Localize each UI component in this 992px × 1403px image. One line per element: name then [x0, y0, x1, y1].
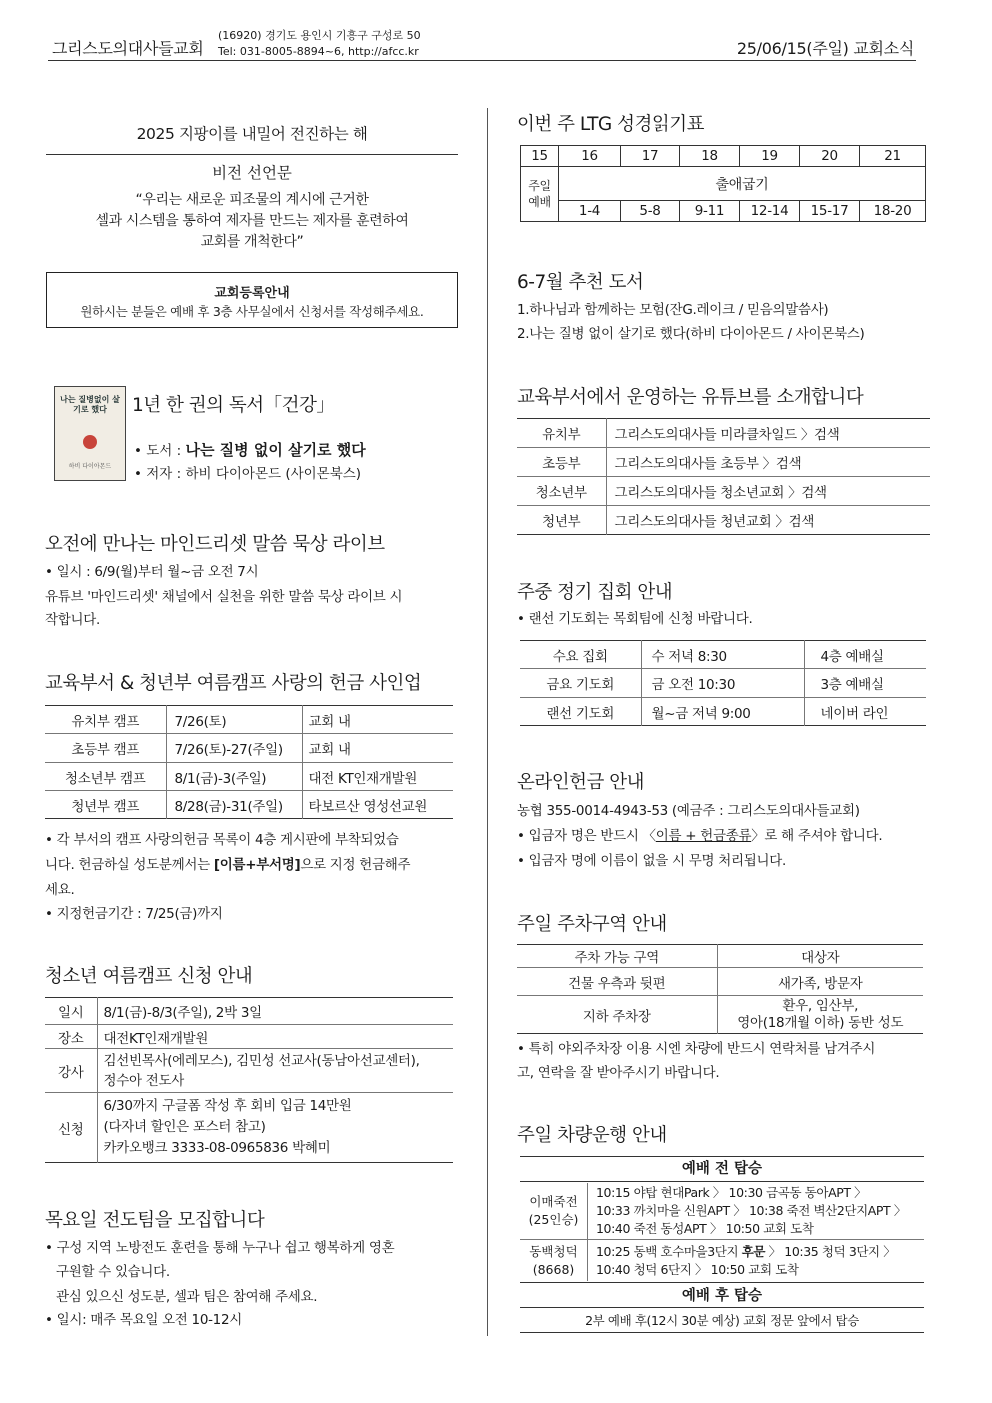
registration-title: 교회등록안내 [214, 286, 290, 301]
route1-line: 10:33 까치마을 신원APT 〉 10:38 죽전 벽산2단지APT 〉 [596, 1203, 906, 1218]
ltg-title: 이번 주 LTG 성경읽기표 [517, 114, 705, 135]
route1-stops [596, 1184, 906, 1238]
meeting-place: 3층 예배실 [820, 677, 884, 693]
book-cover-image [54, 386, 126, 481]
ltg-book: 출애굽기 [559, 167, 926, 201]
vision-block [46, 108, 458, 254]
route2-seg-c: 〉 10:35 청덕 3단지 〉 [765, 1244, 896, 1259]
youtube-channel[interactable]: 그리스도의대사들 청년교회 〉검색 [614, 514, 815, 530]
bulletin-date-title: 25/06/15(주일) 교회소식 [736, 39, 914, 58]
meeting-name: 금요 기도회 [520, 669, 641, 698]
vision-line-3: 교회를 개척한다” [200, 234, 304, 250]
camp-date-label: 일시 [45, 998, 97, 1025]
evangelism-title: 목요일 전도팀을 모집합니다 [45, 1210, 265, 1231]
camp-dept: 유치부 캠프 [45, 706, 166, 734]
shuttle-after-header: 예배 후 탑승 [520, 1282, 924, 1308]
route1-name [520, 1183, 588, 1239]
online-account: 농협 355-0014-4943-53 (예금주 : 그리스도의대사들교회) [517, 803, 860, 819]
ltg-chapter: 18-20 [860, 201, 926, 222]
registration-box [46, 272, 458, 328]
registration-text: 원하시는 분들은 예배 후 3층 사무실에서 신청서를 작성해주세요. [80, 304, 424, 319]
ltg-day: 17 [621, 146, 680, 167]
route1-line: 10:15 야탑 현대Park 〉 10:30 금곡동 동아APT 〉 [596, 1185, 867, 1200]
youth-camp-title: 청소년 여름캠프 신청 안내 [45, 966, 253, 987]
parking-title: 주일 주차구역 안내 [517, 914, 667, 935]
table-row [517, 477, 930, 506]
camp-place-label: 장소 [45, 1025, 97, 1049]
parking-area: 건물 우측과 뒷편 [517, 968, 717, 996]
meeting-place: 4층 예배실 [820, 648, 884, 665]
route2-title: 동백청덕 [529, 1244, 578, 1259]
camp-dept: 초등부 캠프 [45, 734, 166, 763]
camp-date: 8/1(금)-3(주일) [166, 763, 302, 791]
parking-target-line-1: 환우, 임산부, [782, 997, 859, 1014]
table-row [517, 419, 930, 448]
online-note-1 [517, 824, 882, 849]
camp-speaker-value [97, 1049, 453, 1093]
vision-line-2: 셀과 시스템을 통하여 제자를 만드는 제자를 훈련하여 [95, 213, 409, 229]
camp-place: 교회 내 [308, 742, 351, 758]
parking-target: 새가족, 방문자 [778, 975, 863, 992]
speaker-line-1: 김선빈목사(에레모스), 김민성 선교사(동남아선교센터), [103, 1052, 420, 1069]
meeting-time: 월~금 저녁 9:00 [641, 698, 804, 726]
online-note-2: • 입금자 명에 이름이 없을 시 무명 처리됩니다. [517, 853, 786, 869]
books-item-1: 1.하나님과 함께하는 모험(잔G.레이크 / 믿음의말씀사) [517, 302, 829, 318]
route2-line-1 [596, 1243, 895, 1261]
church-name: 그리스도의대사들교회 [52, 39, 204, 58]
online-note-1c: 〉로 해 주셔야 합니다. [751, 828, 883, 844]
ltg-day: 20 [800, 146, 860, 167]
evangelism-line-3: 관심 있으신 성도분, 셀과 팀은 참여해 주세요. [56, 1289, 318, 1305]
ltg-row-label: 주일 예배 [521, 167, 559, 222]
table-row [45, 998, 453, 1025]
speaker-line-2: 정수아 전도사 [103, 1072, 184, 1089]
ltg-table [520, 145, 926, 222]
youtube-channel[interactable]: 그리스도의대사들 초등부 〉검색 [614, 456, 802, 472]
meeting-time: 금 오전 10:30 [641, 669, 804, 698]
apply-line-2: (다자녀 할인은 포스터 참고) [103, 1119, 266, 1135]
camp-date: 8/28(금)-31(주일) [166, 791, 302, 819]
ltg-day: 15 [521, 146, 559, 167]
camp-note-2b: [이름+부서명] [213, 857, 301, 873]
parking-target [717, 996, 923, 1034]
apply-line-3: 카카오뱅크 3333-08-0965836 박혜미 [103, 1140, 331, 1156]
route1-title: 이매죽전 [529, 1194, 578, 1209]
camp-apply-label: 신청 [45, 1093, 97, 1163]
parking-note-1: • 특히 야외주차장 이용 시엔 차량에 반드시 연락처를 남겨주시 [517, 1041, 876, 1057]
parking-table [517, 944, 923, 1034]
table-row [520, 641, 926, 669]
camp-note-1: • 각 부서의 캠프 사랑의헌금 목록이 4층 게시판에 부착되었습 [45, 832, 399, 848]
church-address: (16920) 경기도 용인시 기흥구 구성로 50 [218, 29, 421, 42]
table-row [45, 734, 453, 763]
evangelism-line-4: • 일시: 매주 목요일 오전 10-12시 [45, 1312, 243, 1328]
meetings-note: • 랜선 기도회는 목회팀에 신청 바랍니다. [517, 611, 753, 627]
route2-name [520, 1240, 588, 1281]
books-title: 6-7월 추천 도서 [517, 272, 644, 293]
parking-col-target: 대상자 [801, 950, 840, 966]
table-row [521, 201, 926, 222]
table-row [517, 968, 923, 996]
online-note-1a: • 입금자 명은 반드시 〈 [517, 828, 656, 844]
camp-place-value: 대전KT인재개발원 [103, 1030, 209, 1047]
book-cover-emblem [83, 435, 97, 449]
table-row [517, 945, 923, 968]
book-name: 나는 질병 없이 살기로 했다 [185, 441, 366, 459]
book-cover-title: 나는 질병없이 살기로 했다 [60, 395, 120, 414]
youtube-dept: 청년부 [517, 506, 606, 535]
ltg-chapter: 12-14 [740, 201, 800, 222]
meetings-title: 주중 정기 집회 안내 [517, 582, 673, 603]
ltg-chapter: 15-17 [800, 201, 860, 222]
camp-note-2c: 으로 지정 헌금해주 [300, 857, 411, 873]
table-row [521, 146, 926, 167]
table-row [520, 698, 926, 726]
meeting-place: 네이버 라인 [820, 705, 889, 722]
camp-place: 타보르산 영성선교원 [308, 798, 428, 815]
table-row [45, 1025, 453, 1049]
vision-line-1: “우리는 새로운 피조물의 계시에 근거한 [135, 192, 369, 208]
camp-offering-title: 교육부서 & 청년부 여름캠프 사랑의 헌금 사인업 [45, 673, 422, 694]
youtube-table [517, 418, 930, 535]
table-row [517, 506, 930, 535]
camp-apply-value [97, 1093, 453, 1163]
book-author: • 저자 : 하비 다이아몬드 (사이몬북스) [134, 466, 362, 482]
camp-offering-table [45, 705, 453, 819]
parking-target-line-2: 영아(18개월 이하) 동반 성도 [737, 1014, 904, 1031]
route1-vehicle: (25인승) [528, 1212, 579, 1227]
table-row [45, 1093, 453, 1163]
route2-seg-b: 후문 [741, 1244, 766, 1259]
parking-col-area: 주차 가능 구역 [517, 945, 717, 968]
table-row [45, 706, 453, 734]
shuttle-after-text: 2부 예배 후(12시 30분 예상) 교회 정문 앞에서 탑승 [585, 1313, 859, 1328]
camp-note-2 [45, 853, 410, 878]
camp-note-3: 세요. [45, 882, 75, 898]
parking-area: 지하 주차장 [517, 996, 717, 1034]
shuttle-before-header: 예배 전 탑승 [520, 1157, 924, 1182]
ltg-day: 21 [860, 146, 926, 167]
church-contact: Tel: 031-8005-8894~6, http://afcc.kr [218, 45, 419, 58]
ltg-day: 18 [680, 146, 740, 167]
route2-line-2: 10:40 청덕 6단지 〉 10:50 교회 도착 [596, 1262, 799, 1277]
mindreset-desc-2: 작합니다. [45, 612, 100, 628]
year-title: 2025 지팡이를 내밀어 전진하는 해 [136, 125, 368, 143]
camp-speaker-label: 강사 [45, 1049, 97, 1093]
mindreset-title: 오전에 만나는 마인드리셋 말씀 묵상 라이브 [45, 534, 385, 555]
table-row [517, 996, 923, 1034]
youtube-dept: 청소년부 [517, 477, 606, 506]
evangelism-line-2: 구원할 수 있습니다. [56, 1264, 170, 1280]
book-name-label: • 도서 : [134, 443, 186, 459]
camp-date: 7/26(토) [166, 706, 302, 734]
shuttle-table [520, 1156, 924, 1333]
camp-dept: 청소년부 캠프 [45, 763, 166, 791]
youtube-channel[interactable]: 그리스도의대사들 미라클차일드 〉검색 [614, 427, 840, 443]
meeting-name: 랜선 기도회 [520, 698, 641, 726]
books-item-2: 2.나는 질병 없이 살기로 했다(하비 다이아몬드 / 사이몬북스) [517, 326, 865, 342]
table-row [520, 669, 926, 698]
parking-note-2: 고, 연락을 잘 받아주시기 바랍니다. [517, 1065, 720, 1081]
online-title: 온라인헌금 안내 [517, 772, 644, 793]
youtube-channel[interactable]: 그리스도의대사들 청소년교회 〉검색 [614, 485, 827, 501]
ltg-day: 19 [740, 146, 800, 167]
table-row [45, 791, 453, 819]
camp-date: 7/26(토)-27(주일) [166, 734, 302, 763]
table-row [521, 167, 926, 201]
mindreset-desc-1: 유튜브 '마인드리셋' 채널에서 실천을 위한 말씀 묵상 라이브 시 [45, 589, 403, 605]
camp-place: 교회 내 [308, 713, 351, 730]
youtube-title: 교육부서에서 운영하는 유튜브를 소개합니다 [517, 387, 864, 408]
camp-dept: 청년부 캠프 [45, 791, 166, 819]
ltg-day: 16 [559, 146, 621, 167]
meeting-name: 수요 집회 [520, 641, 641, 669]
table-row [45, 763, 453, 791]
book-section-title: 1년 한 권의 독서「건강」 [132, 395, 335, 416]
header-rule [48, 60, 916, 61]
camp-period: • 지정헌금기간 : 7/25(금)까지 [45, 906, 223, 922]
online-note-1b: 이름 + 헌금종류 [655, 828, 752, 844]
meeting-time: 수 저녁 8:30 [641, 641, 804, 669]
book-name-line [134, 439, 366, 460]
youtube-dept: 유치부 [517, 419, 606, 448]
shuttle-title: 주일 차량운행 안내 [517, 1125, 667, 1146]
table-row [517, 448, 930, 477]
column-divider [487, 108, 488, 1336]
meetings-table [520, 640, 926, 726]
year-title-rule [46, 154, 458, 155]
ltg-chapter: 9-11 [680, 201, 740, 222]
youtube-dept: 초등부 [517, 448, 606, 477]
route2-stops [596, 1243, 895, 1279]
apply-line-1: 6/30까지 구글폼 작성 후 회비 입금 14만원 [103, 1098, 352, 1114]
mindreset-schedule: • 일시 : 6/9(월)부터 월~금 오전 7시 [45, 564, 259, 580]
ltg-chapter: 5-8 [621, 201, 680, 222]
camp-date-value: 8/1(금)-8/3(주일), 2박 3일 [103, 1005, 262, 1021]
table-row [45, 1049, 453, 1093]
evangelism-line-1: • 구성 지역 노방전도 훈련을 통해 누구나 쉽고 행복하게 영혼 [45, 1240, 395, 1256]
route1-line: 10:40 죽전 동성APT 〉 10:50 교회 도착 [596, 1221, 814, 1236]
camp-place: 대전 KT인재개발원 [308, 770, 418, 787]
book-cover-author: 하비 다이아몬드 [68, 463, 112, 470]
vision-heading: 비전 선언문 [212, 164, 292, 182]
youth-camp-table [45, 997, 453, 1163]
ltg-chapter: 1-4 [559, 201, 621, 222]
route2-vehicle: (8668) [532, 1262, 575, 1277]
camp-note-2a: 니다. 헌금하실 성도분께서는 [45, 857, 214, 873]
route2-seg-a: 10:25 동백 호수마을3단지 [596, 1244, 742, 1259]
